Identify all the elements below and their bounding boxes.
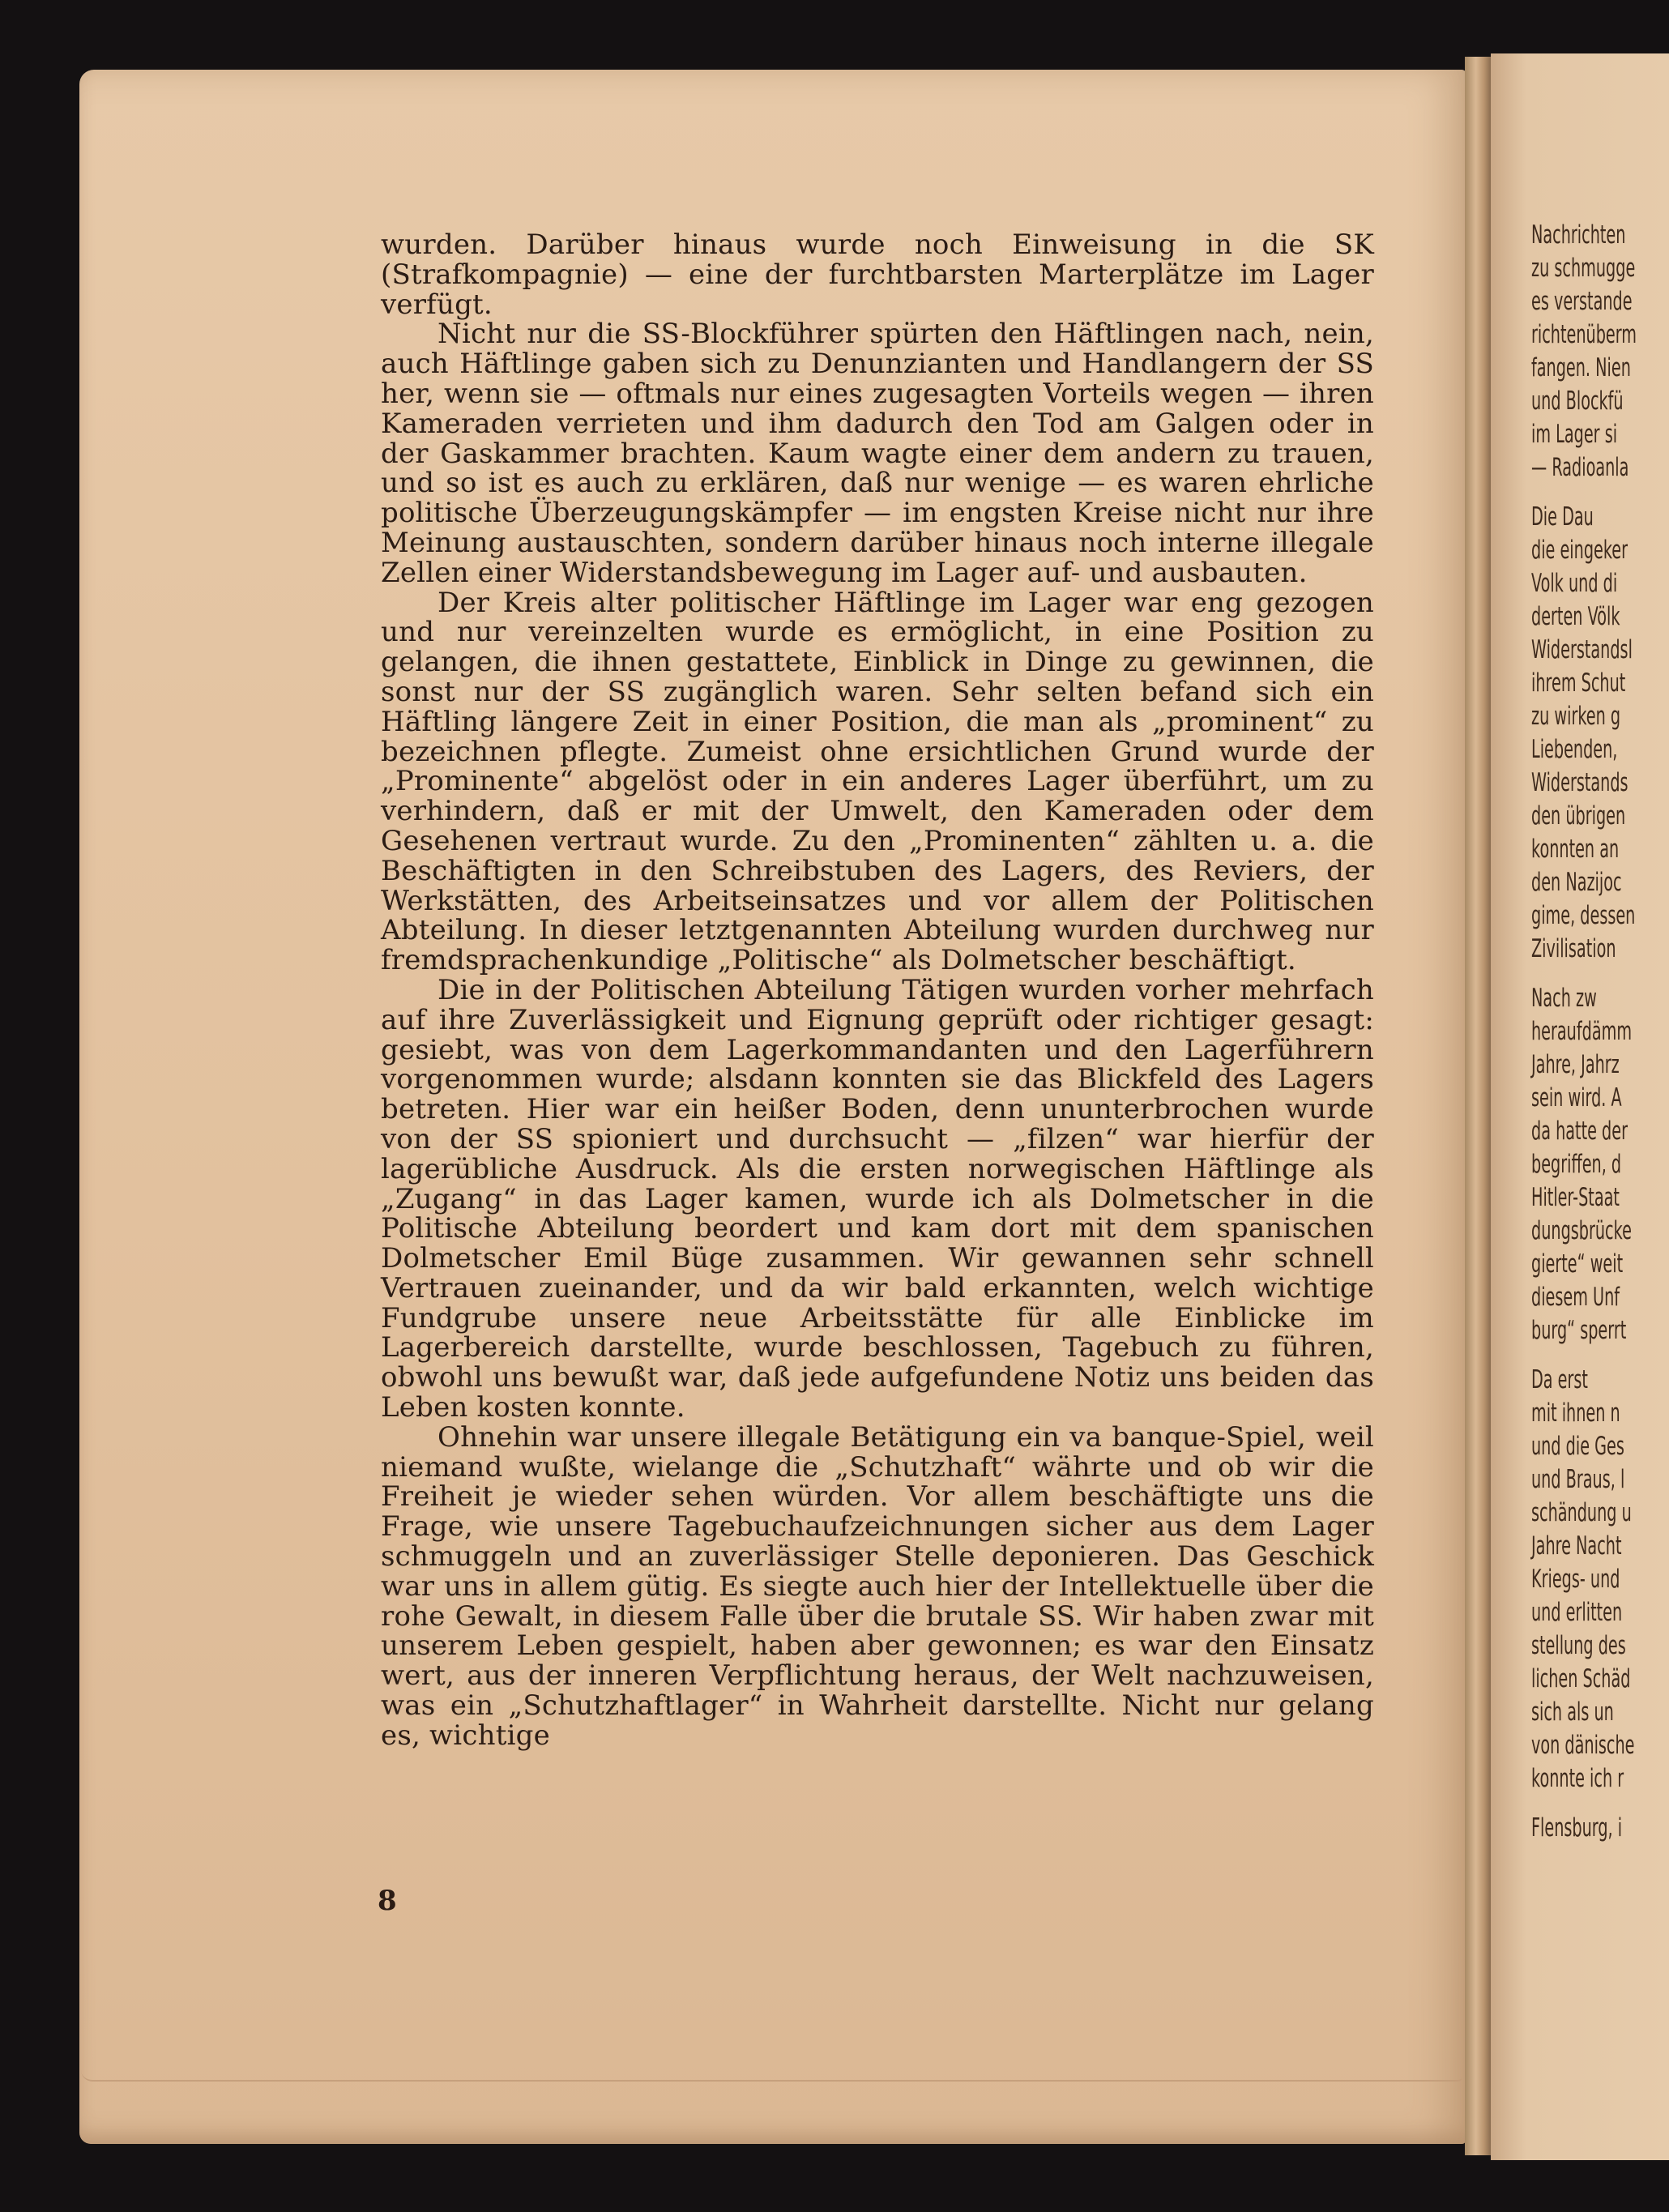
facing-page-line: sein wird. A: [1531, 1083, 1622, 1112]
facing-page-text: [1531, 219, 1637, 1845]
facing-page-line: schändung u: [1531, 1498, 1632, 1527]
facing-page-line: und Braus, l: [1531, 1465, 1625, 1494]
facing-page-line: Jahre, Jahrz: [1531, 1050, 1620, 1079]
facing-page-gap: [1531, 485, 1611, 501]
facing-page-line: dungsbrücke: [1531, 1216, 1632, 1245]
facing-page-line: richtenüberm: [1531, 320, 1637, 349]
facing-page-line: Widerstandsl: [1531, 635, 1633, 664]
facing-page-line: Volk und di: [1531, 569, 1618, 598]
facing-page-line: es verstande: [1531, 287, 1633, 316]
page-edge: [81, 2070, 1462, 2082]
facing-page-line: Hitler-Staat: [1531, 1183, 1620, 1212]
facing-page-gap: [1531, 1347, 1611, 1364]
facing-page-line: Zivilisation: [1531, 934, 1616, 963]
facing-page-line: und erlitten: [1531, 1598, 1623, 1627]
facing-page-line: den Nazijoc: [1531, 868, 1622, 897]
paragraph: Die in der Politischen Abteilung Tätigen wurden vorher mehrfach auf ihre Zuverlässigkeit und Eignung geprüft oder richtiger gesagt: gesiebt, was von dem Lagerkommandanten und den Lagerführern vorgenommen wurde; alsdann konnten sie das Blickfeld des Lagers betreten. Hier war ein heißer Boden, denn ununterbrochen wurde von der SS spioniert und durchsucht — „filzen“ war hierfür der lagerübliche Ausdruck. Als die ersten norwegischen Häftlinge als „Zugang“ in das Lager kamen, wurde ich als Dolmetscher in die Politische Abteilung beordert und kam dort mit dem spanischen Dolmetscher Emil Büge zusammen. Wir gewannen sehr schnell Vertrauen zueinander, und da wir bald erkannten, welch wichtige Fundgrube unsere neue Arbeitsstätte für alle Einblicke im Lagerbereich darstellte, wurde beschlossen, Tagebuch zu führen, obwohl uns bewußt war, daß jede aufgefundene Notiz uns beiden das Leben kosten konnte.: [381, 973, 1374, 1424]
paragraph: wurden. Darüber hinaus wurde noch Einweisung in die SK (Strafkompagnie) — eine der furchtbarsten Marterplätze im Lager verfügt.: [381, 228, 1374, 321]
facing-page-line: fangen. Nien: [1531, 353, 1631, 382]
facing-page-line: Die Dau: [1531, 502, 1594, 532]
page-body: [381, 230, 1374, 1751]
facing-page-line: und Blockfü: [1531, 386, 1624, 416]
facing-page-line: Nachrichten: [1531, 220, 1626, 250]
facing-page-line: gierte“ weit: [1531, 1249, 1624, 1279]
facing-page-line: konnte ich r: [1531, 1764, 1624, 1793]
book-gutter: [1465, 57, 1492, 2155]
facing-page-gap: [1531, 966, 1611, 982]
facing-page-line: heraufdämm: [1531, 1017, 1633, 1046]
facing-page-line: zu wirken g: [1531, 702, 1621, 731]
facing-page-line: konnten an: [1531, 835, 1620, 864]
facing-page-line: mit ihnen n: [1531, 1399, 1620, 1428]
facing-page-line: lichen Schäd: [1531, 1664, 1631, 1693]
facing-page-line: Jahre Nacht: [1531, 1531, 1622, 1561]
facing-page-line: stellung des: [1531, 1631, 1626, 1660]
page-number: 8: [378, 1885, 397, 1917]
facing-page-line: den übrigen: [1531, 801, 1626, 831]
facing-page-line: und die Ges: [1531, 1432, 1624, 1461]
facing-page-line: sich als un: [1531, 1697, 1614, 1727]
facing-page-line: diesem Unf: [1531, 1283, 1620, 1312]
paragraph: Der Kreis alter politischer Häftlinge im Lager war eng gezogen und nur vereinzelten wurde es ermöglicht, in eine Position zu gelangen, die ihnen gestattete, Einblick in Dinge zu gewinnen, die sonst nur der SS zugänglich waren. Sehr selten befand sich ein Häftling längere Zeit in einer Position, die man als „prominent“ zu bezeichnen pflegte. Zumeist ohne ersichtlichen Grund wurde der „Prominente“ abgelöst oder in ein anderes Lager überführt, um zu verhindern, daß er mit der Umwelt, den Kameraden oder dem Gesehenen vertraut wurde. Zu den „Prominenten“ zählten u. a. die Beschäftigten in den Schreibstuben des Lagers, des Reviers, der Werkstätten, des Arbeitseinsatzes und vor allem der Politischen Abteilung. In dieser letztgenannten Abteilung wurden durchweg nur fremdsprachenkundige „Politische“ als Dolmetscher beschäftigt.: [381, 586, 1374, 977]
facing-page-line: Kriegs- und: [1531, 1565, 1620, 1594]
facing-page-line: Nach zw: [1531, 984, 1597, 1013]
facing-page-line: Flensburg, i: [1531, 1813, 1623, 1843]
facing-page-line: derten Völk: [1531, 602, 1620, 631]
facing-page-line: begriffen, d: [1531, 1150, 1622, 1179]
paragraph: Ohnehin war unsere illegale Betätigung ein va banque-Spiel, weil niemand wußte, wielange die „Schutzhaft“ währte und ob wir die Freiheit je wieder sehen würden. Vor allem beschäftigte uns die Frage, wie unsere Tagebuchaufzeichnungen sicher aus dem Lager schmuggeln und an zuverlässiger Stelle deponieren. Das Geschick war uns in allem gütig. Es siegte auch hier der Intellektuelle über die rohe Gewalt, in diesem Falle über die brutale SS. Wir haben zwar mit unserem Leben gespielt, haben aber gewonnen; es war den Einsatz wert, aus der inneren Verpflichtung heraus, der Welt nachzuweisen, was ein „Schutzhaftlager“ in Wahrheit darstellte. Nicht nur gelang es, wichtige: [381, 1420, 1374, 1752]
facing-page-line: zu schmugge: [1531, 254, 1636, 283]
facing-page-line: die eingeker: [1531, 536, 1628, 565]
facing-page-line: da hatte der: [1531, 1117, 1628, 1146]
facing-page-line: ihrem Schut: [1531, 668, 1626, 698]
facing-page-line: burg“ sperrt: [1531, 1316, 1627, 1345]
facing-page-line: — Radioanla: [1531, 453, 1629, 482]
facing-page-line: Widerstands: [1531, 768, 1628, 797]
facing-page-line: Liebenden,: [1531, 735, 1618, 764]
facing-page-line: im Lager si: [1531, 420, 1618, 449]
facing-page-line: gime, dessen: [1531, 901, 1636, 930]
facing-page-line: Da erst: [1531, 1365, 1588, 1394]
facing-page-line: von dänische: [1531, 1731, 1635, 1760]
facing-page-gap: [1531, 1796, 1611, 1812]
paragraph: Nicht nur die SS-Blockführer spürten den Häftlingen nach, nein, auch Häftlinge gaben sich zu Denunzianten und Handlangern der SS her, wenn sie — oftmals nur eines zugesagten Vorteils wegen — ihren Kameraden verrieten und ihm dadurch den Tod am Galgen oder in der Gaskammer brachten. Kaum wagte einer dem andern zu trauen, und so ist es auch zu erklären, daß nur wenige — es waren ehrliche politische Überzeugungskämpfer — im engsten Kreise nicht nur ihre Meinung austauschten, sondern darüber hinaus noch interne illegale Zellen einer Widerstandsbewegung im Lager auf- und ausbauten.: [381, 318, 1374, 589]
